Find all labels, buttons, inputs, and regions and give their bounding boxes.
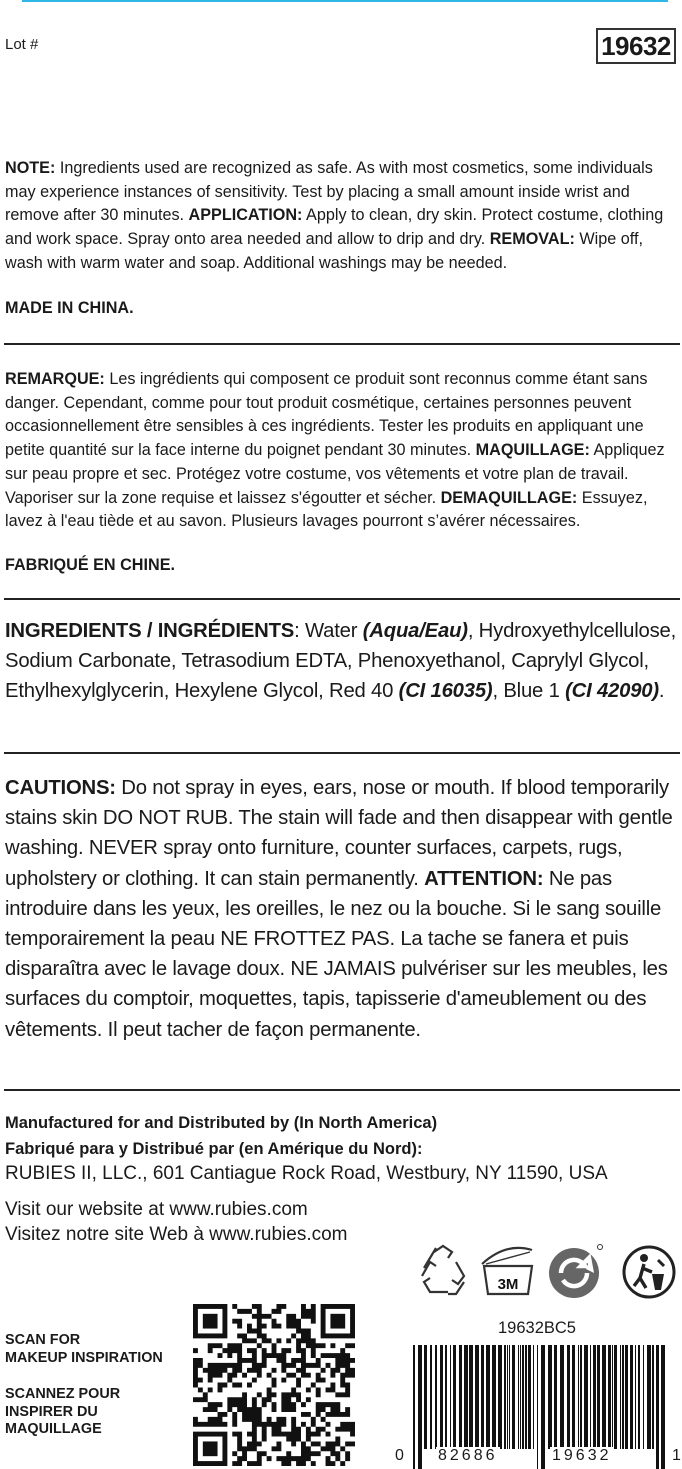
barcode-bar xyxy=(507,1345,508,1449)
cautions-label: CAUTIONS: xyxy=(5,777,116,799)
barcode-bar xyxy=(475,1345,479,1449)
barcode-bar xyxy=(572,1345,575,1449)
tidyman-icon xyxy=(620,1242,678,1300)
removal-label: REMOVAL: xyxy=(489,230,575,249)
barcode-bar xyxy=(522,1345,524,1449)
qr-code[interactable] xyxy=(193,1304,355,1466)
scan-text-english: SCAN FOR MAKEUP INSPIRATION xyxy=(5,1332,163,1366)
barcode-group-2: 19632 xyxy=(552,1447,612,1464)
barcode-bar xyxy=(528,1345,531,1449)
lot-number: 19632 xyxy=(596,28,676,64)
barcode-bar xyxy=(638,1345,640,1449)
qr-finder-pattern xyxy=(195,1434,224,1463)
lot-label: Lot # xyxy=(5,36,39,53)
barcode-bar xyxy=(533,1345,534,1449)
barcode-bar xyxy=(578,1345,579,1449)
barcode-bar xyxy=(498,1345,502,1449)
barcode-bar xyxy=(652,1345,654,1449)
barcode-bar xyxy=(560,1345,564,1449)
barcode-bar xyxy=(602,1345,606,1449)
barcode-bar xyxy=(614,1345,617,1449)
barcode-bar xyxy=(413,1345,415,1469)
barcode-bar xyxy=(554,1345,557,1449)
maquillage-label: MAQUILLAGE: xyxy=(475,441,590,460)
barcode-bar xyxy=(635,1345,636,1449)
divider xyxy=(4,598,680,600)
barcode-bar xyxy=(584,1345,588,1449)
barcode-bar xyxy=(630,1345,633,1449)
barcode-bar xyxy=(580,1345,582,1449)
barcode-bar xyxy=(656,1345,659,1469)
qr-finder-pattern xyxy=(195,1306,224,1335)
fabrique-en-chine: FABRIQUÉ EN CHINE. xyxy=(5,556,175,574)
barcode-bar xyxy=(612,1345,613,1449)
barcode-bar xyxy=(520,1345,521,1449)
barcode-bar xyxy=(481,1345,484,1449)
application-label: APPLICATION: xyxy=(188,206,303,225)
barcode-bar xyxy=(608,1345,611,1449)
ingredients-label: INGREDIENTS / INGRÉDIENTS xyxy=(5,620,295,642)
cautions-text: CAUTIONS: Do not spray in eyes, ears, nose or mouth. If blood temporarily stains skin DO NOT RUB. The stain will fade and then disappear with gentle washing. NEVER spray onto furniture, counter surfaces, carpets, rugs, upholstery or clothing. It can stain permanently. ATTENTION: Ne pas introduire dans les yeux, les oreilles, le nez ou la bouche. Si le sang souille temporairement la peau NE FROTTEZ PAS. La tache se fanera et puis disparaîtra avec le lavage doux. NE JAMAIS pulvériser sur les meubles, les surfaces du comptoir, moquettes, tapis, tapisserie d'ameublement ou des vêtements. Il peut tacher de façon permanente. xyxy=(5,777,673,1041)
recycle-icon xyxy=(412,1242,474,1300)
barcode-bar xyxy=(492,1345,496,1449)
barcode-bar xyxy=(518,1345,519,1449)
divider xyxy=(4,1089,680,1091)
barcode-bar xyxy=(548,1345,552,1449)
barcode-bar xyxy=(459,1345,462,1449)
green-dot-icon xyxy=(547,1242,605,1300)
barcode-digit-left: 0 xyxy=(395,1447,404,1464)
address: RUBIES II, LLC., 601 Cantiague Rock Road, Westbury, NY 11590, USA xyxy=(5,1163,608,1184)
barcode-bar xyxy=(643,1345,644,1449)
pao-3m-label: 3M xyxy=(497,1276,519,1293)
barcode-bar xyxy=(418,1345,422,1469)
manufactured-for: Manufactured for and Distributed by (In North America) xyxy=(5,1114,438,1132)
barcode-bar xyxy=(620,1345,621,1449)
remarque-label: REMARQUE: xyxy=(5,370,105,388)
attention-label: ATTENTION: xyxy=(424,867,544,890)
fabrique-pour: Fabriqué para y Distribué par (en Amérique du Nord): xyxy=(5,1140,423,1158)
barcode-bar xyxy=(625,1345,628,1449)
barcode-bar xyxy=(512,1345,515,1449)
qr-finder-pattern xyxy=(323,1306,352,1335)
barcode-bar xyxy=(661,1345,665,1469)
english-instructions: NOTE: Ingredients used are recognized as safe. As with most cosmetics, some individuals may experience instances of sensitivity. Test by placing a small amount inside wrist and remove after 30 minutes. APPLICATION: Apply to clean, dry skin. Protect costume, clothing and work space. Spray onto area needed and allow to drip and dry. REMOVAL: Wipe off, wash with warm water and soap. Additional washings may be needed. xyxy=(5,159,664,272)
barcode-bar xyxy=(469,1345,473,1449)
pao-3m-icon xyxy=(476,1242,540,1298)
divider xyxy=(4,343,680,345)
french-instructions: REMARQUE: Les ingrédients qui composent ce produit sont reconnus comme étant sans danger. Cependant, comme pour tout produit cosmétique, certaines personnes peuvent occasionnellement être sensibles à ces ingrédients. Tester les produits en appliquant une petite quantité sur la face interne du poignet pendant 30 minutes. MAQUILLAGE: Appliquez sur peau propre et sec. Protégez votre costume, vos vêtements et votre plan de travail. Vaporiser sur la zone requise et laissez s'égoutter et sécher. DEMAQUILLAGE: Essuyez, lavez à l'eau tiède et au savon. Plusieurs lavages pourront s’avérer nécessaires. xyxy=(5,370,665,531)
barcode-bar xyxy=(504,1345,506,1449)
barcode-bar xyxy=(509,1345,510,1449)
barcode-bar xyxy=(590,1345,591,1449)
barcode-bar xyxy=(450,1345,451,1449)
barcode-bar xyxy=(440,1345,443,1449)
barcode-bar xyxy=(541,1345,545,1469)
made-in-china: MADE IN CHINA. xyxy=(5,299,134,317)
barcode-bar xyxy=(424,1345,427,1449)
barcode-bar xyxy=(464,1345,468,1449)
barcode-bar xyxy=(525,1345,527,1449)
barcode-bar xyxy=(445,1345,447,1449)
barcode-bar xyxy=(486,1345,490,1449)
barcode-bar xyxy=(537,1345,538,1469)
website-english: Visit our website at www.rubies.com xyxy=(5,1199,308,1220)
barcode-bar xyxy=(622,1345,624,1449)
note-label: NOTE: xyxy=(5,159,56,177)
divider xyxy=(4,752,680,754)
barcode-bar xyxy=(453,1345,456,1449)
barcode-digit-right: 1 xyxy=(672,1447,681,1464)
barcode-bar xyxy=(435,1345,437,1449)
ingredients-list: INGREDIENTS / INGRÉDIENTS: Water (Aqua/Eau), Hydroxyethylcellulose, Sodium Carbonate, Tetrasodium EDTA, Phenoxyethanol, Caprylyl Glycol, Ethylhexylglycerin, Hexylene Glycol, Red 40 (CI 16035), Blue 1 (CI 42090). xyxy=(5,620,677,703)
barcode-bar xyxy=(593,1345,596,1449)
barcode-group-1: 82686 xyxy=(438,1447,498,1464)
barcode-bar xyxy=(567,1345,570,1449)
barcode-bar xyxy=(647,1345,651,1449)
barcode-bar xyxy=(597,1345,600,1449)
barcode-bar xyxy=(430,1345,432,1449)
demaquillage-label: DEMAQUILLAGE: xyxy=(440,488,578,507)
website-french: Visitez notre site Web à www.rubies.com xyxy=(5,1224,348,1245)
top-accent-line xyxy=(22,0,668,2)
scan-text-french: SCANNEZ POUR INSPIRER DU MAQUILLAGE xyxy=(5,1386,121,1437)
barcode-code-label: 19632BC5 xyxy=(498,1319,576,1337)
